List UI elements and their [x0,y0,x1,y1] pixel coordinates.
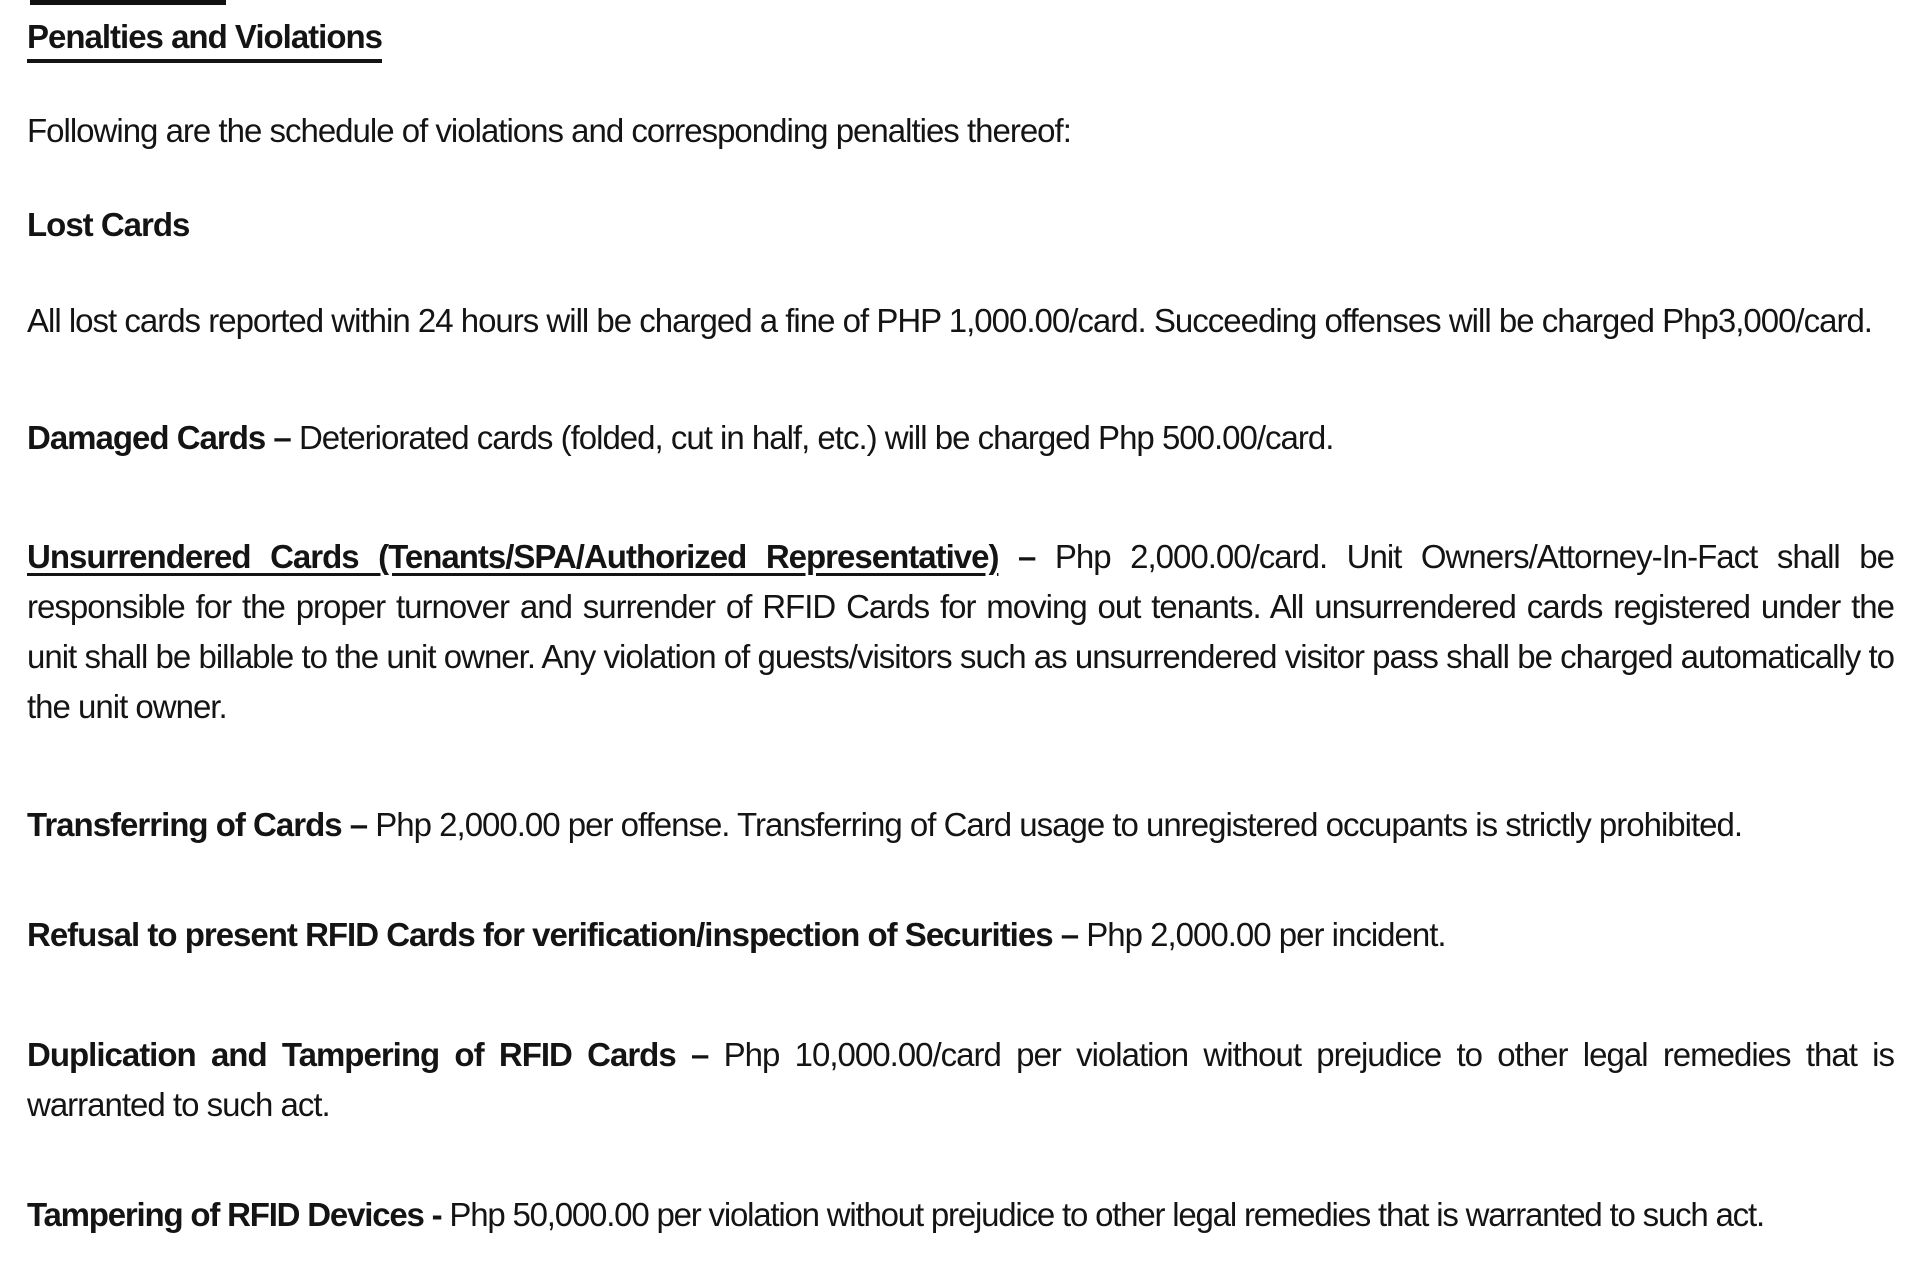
section-transferring-cards [27,800,1894,850]
item-body: Php 2,000.00 per incident. [1086,915,1446,953]
item-separator: – [1052,915,1087,953]
item-separator: – [265,418,299,456]
page-title-text: Penalties and Violations [27,16,382,63]
scan-artifact [30,0,226,5]
item-lead: Unsurrendered Cards (Tenants/SPA/Authorized Representative) [27,537,999,575]
item-lead: Duplication and Tampering of RFID Cards [27,1035,676,1073]
item-body: Php 10,000.00/card per violation without prejudice to other legal remedies that is warranted to such act. [27,1035,1894,1123]
page-title [27,16,1894,63]
section-duplication-tampering-cards [27,1030,1894,1130]
item-separator: – [998,537,1055,575]
intro-paragraph: Following are the schedule of violations and corresponding penalties thereof: [27,112,1071,150]
section-heading-lost-cards: Lost Cards [27,205,190,243]
item-lead: Refusal to present RFID Cards for verification/inspection of Securities [27,915,1053,953]
item-lead: Tampering of RFID Devices [27,1195,424,1233]
item-separator: - [423,1195,450,1233]
item-lead: Damaged Cards [27,418,266,456]
item-separator: – [675,1035,724,1073]
item-body: Php 50,000.00 per violation without prejudice to other legal remedies that is warranted to such act. [449,1195,1764,1233]
item-lead: Transferring of Cards [27,805,342,843]
item-separator: – [341,805,376,843]
item-body: Php 2,000.00 per offense. Transferring of Card usage to unregistered occupants is strictly prohibited. [375,805,1743,843]
section-body-lost-cards: All lost cards reported within 24 hours will be charged a fine of PHP 1,000.00/card. Succeeding offenses will be charged Php3,000/card. [27,301,1872,339]
section-tampering-devices [27,1190,1894,1240]
item-body: Deteriorated cards (folded, cut in half, etc.) will be charged Php 500.00/card. [298,418,1334,456]
section-unsurrendered-cards [27,532,1894,732]
section-damaged-cards [27,413,1894,463]
section-refusal-rfid [27,910,1894,960]
item-body: Php 2,000.00/card. Unit Owners/Attorney-In-Fact shall be responsible for the proper turnover and surrender of RFID Cards for moving out tenants. All unsurrendered cards registered under the unit shall be billable to the unit owner. Any violation of guests/visitors such as unsurrendered visitor pass shall be charged automatically to the unit owner. [27,537,1894,725]
